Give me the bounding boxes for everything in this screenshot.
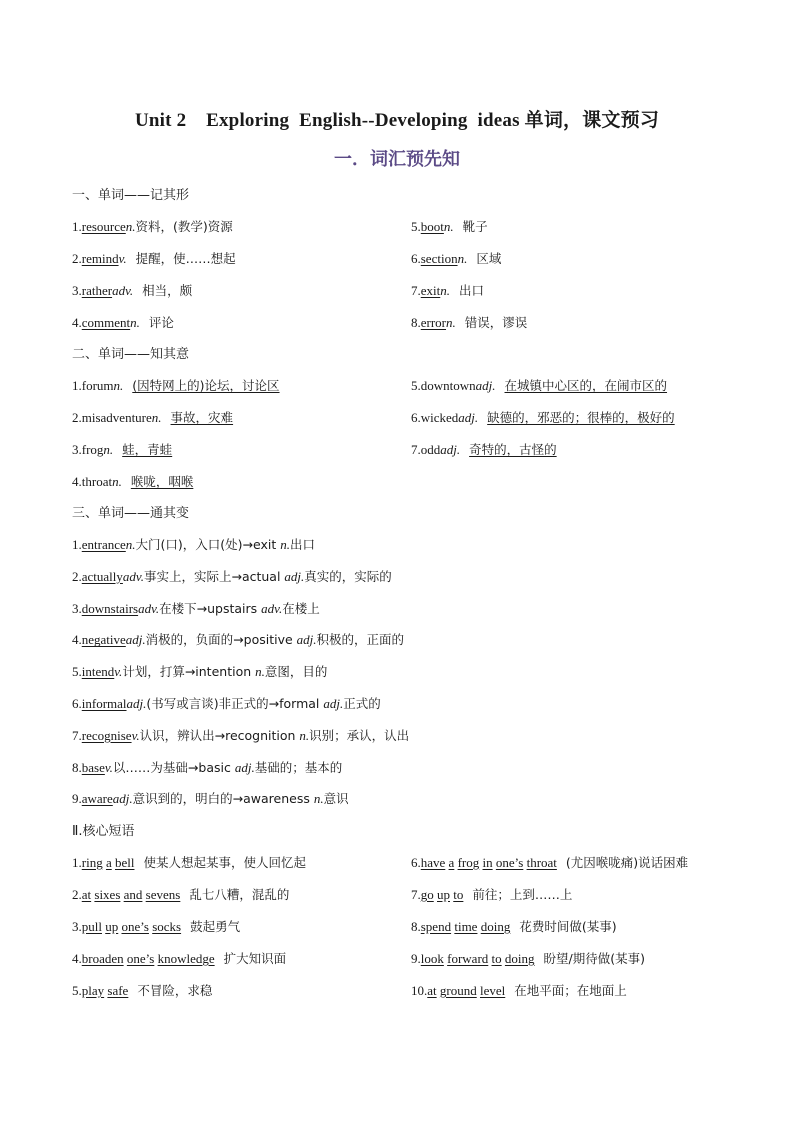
vocab-word: odd [420, 442, 441, 457]
phrase-word: sevens [145, 887, 181, 902]
derived-meaning: 识别；承认，认出 [309, 727, 410, 743]
phrase-item [411, 983, 627, 999]
vocab-word: entrance [81, 537, 126, 552]
phrase-word: one’s [126, 951, 155, 966]
item-number: 1. [72, 855, 82, 870]
item-number: 2. [72, 410, 82, 425]
vocab-item [72, 219, 233, 235]
vocab-word: informal [81, 696, 127, 711]
vocab-word: aware [81, 791, 113, 807]
vocab-meaning: 计划，打算→intention [122, 664, 256, 680]
item-number: 7. [411, 887, 421, 902]
item-number: 7. [411, 442, 421, 457]
item-number: 6. [411, 251, 421, 266]
word-family-item [72, 760, 342, 776]
part-of-speech: adv. [122, 568, 144, 584]
item-number: 4. [72, 951, 82, 966]
phrase-word: level [479, 983, 506, 998]
phrase-word: in [482, 855, 493, 870]
section-subtitle: 一．词汇预先知 [334, 149, 460, 170]
item-number: 2. [72, 887, 82, 902]
phrase-word: have [420, 855, 446, 870]
phrase-item [411, 855, 688, 871]
part-of-speech: adj. [125, 632, 146, 648]
vocab-meaning: 喉咙，咽喉 [130, 474, 194, 489]
phrase-word: forward [447, 951, 489, 966]
vocab-item [411, 442, 557, 458]
item-number: 9. [411, 951, 421, 966]
word-family-item [72, 791, 349, 807]
phrase-item [72, 983, 212, 999]
vocab-meaning: 蛙，青蛙 [122, 442, 173, 457]
item-number: 5. [72, 983, 82, 998]
phrase-word: bell [114, 855, 135, 870]
vocab-meaning: 评论 [148, 315, 174, 330]
item-number: 4. [72, 474, 82, 489]
vocab-item [411, 315, 527, 331]
word-family-item [72, 601, 320, 617]
vocab-word: recognise [81, 727, 132, 743]
part-of-speech: adv. [112, 283, 134, 298]
part-of-speech: adj. [440, 442, 461, 457]
phrase-word: a [448, 855, 455, 870]
word-family-item [72, 696, 381, 712]
section-heading [72, 823, 135, 840]
vocab-word: boot [420, 219, 444, 234]
vocab-word: downstairs [81, 600, 139, 616]
vocab-word: negative [81, 632, 126, 648]
phrase-meaning: 不冒险，求稳 [137, 983, 213, 998]
item-number: 6. [411, 855, 421, 870]
word-family-item [72, 728, 409, 744]
vocab-meaning: 事实上，实际上→actual [143, 568, 285, 584]
vocab-meaning: 提醒，使……想起 [135, 251, 236, 266]
item-number: 5. [411, 378, 421, 393]
vocab-word: exit [420, 283, 441, 298]
vocab-meaning: 以……为基础→basic [112, 759, 235, 775]
phrase-meaning: 在地平面；在地面上 [514, 983, 627, 998]
vocab-word: frog [81, 442, 104, 457]
phrase-word: at [81, 887, 92, 902]
phrase-word: socks [152, 919, 182, 934]
derived-meaning: 基础的；基本的 [254, 759, 343, 775]
item-number: 4. [72, 315, 82, 330]
word-family-item [72, 664, 327, 680]
part-of-speech: n. [103, 442, 114, 457]
section-heading [72, 505, 189, 522]
phrase-word: time [454, 919, 478, 934]
vocab-meaning: 出口 [459, 283, 485, 298]
item-number: 8. [72, 759, 82, 775]
derived-part-of-speech: adj. [234, 759, 255, 775]
item-number: 3. [72, 283, 82, 298]
vocab-item [72, 283, 192, 299]
phrase-word: ground [439, 983, 477, 998]
vocab-word: base [81, 759, 105, 775]
part-of-speech: v. [114, 664, 123, 680]
word-family-item [72, 632, 404, 648]
vocab-meaning: 资料，(教学)资源 [135, 219, 233, 234]
derived-meaning: 积极的，正面的 [316, 632, 405, 648]
phrase-word: up [105, 919, 119, 934]
page-title: Unit 2 Exploring English--Developing ideas 单词，课文预习 [134, 110, 660, 131]
vocab-item [72, 442, 172, 458]
vocab-item [411, 251, 501, 267]
part-of-speech: n. [457, 251, 468, 266]
derived-part-of-speech: adj. [323, 696, 344, 711]
phrase-meaning: 花费时间做(某事) [519, 919, 617, 934]
vocab-word: downtown [420, 378, 476, 393]
vocab-word: resource [81, 219, 126, 234]
vocab-meaning: 意识到的，明白的→awareness [132, 791, 314, 807]
vocab-word: forum [81, 378, 114, 393]
item-number: 1. [72, 537, 82, 552]
derived-part-of-speech: adv. [261, 600, 283, 616]
phrase-word: pull [81, 919, 102, 934]
item-number: 3. [72, 600, 82, 616]
vocab-item [72, 315, 174, 331]
item-number: 2. [72, 251, 82, 266]
vocab-item [72, 410, 233, 426]
vocab-word: intend [81, 664, 115, 680]
vocab-word: section [420, 251, 458, 266]
derived-meaning: 在楼上 [282, 600, 320, 616]
item-number: 8. [411, 919, 421, 934]
item-number: 3. [72, 442, 82, 457]
section-heading-text: 一、单词——记其形 [72, 188, 190, 203]
item-number: 7. [411, 283, 421, 298]
part-of-speech: n. [440, 283, 450, 298]
section-heading-text: 三、单词——通其变 [72, 506, 190, 521]
phrase-meaning: 使某人想起某事，使人回忆起 [143, 855, 306, 870]
item-number: 4. [72, 632, 82, 648]
phrase-word: up [437, 887, 450, 902]
vocab-meaning: 奇特的，古怪的 [469, 442, 557, 457]
phrase-word: knowledge [157, 951, 215, 966]
phrase-item [411, 951, 645, 967]
vocab-meaning: 区域 [476, 251, 502, 266]
vocab-item [411, 219, 488, 235]
phrase-word: one’s [495, 855, 524, 870]
derived-meaning: 正式的 [343, 696, 381, 711]
part-of-speech: n. [446, 315, 456, 330]
vocab-meaning: 缺德的，邪恶的；很棒的，极好的 [487, 410, 675, 425]
part-of-speech: v. [104, 759, 113, 775]
vocab-item [72, 378, 280, 394]
vocab-word: comment [81, 315, 131, 330]
phrase-word: play [81, 983, 105, 998]
phrase-word: to [491, 951, 502, 966]
part-of-speech: n. [125, 537, 136, 552]
phrase-word: ring [81, 855, 103, 870]
part-of-speech: adj. [112, 791, 133, 807]
item-number: 1. [72, 219, 82, 234]
vocab-item [72, 474, 193, 490]
part-of-speech: adj. [126, 696, 147, 711]
derived-part-of-speech: n. [299, 727, 310, 743]
part-of-speech: adj. [458, 410, 479, 425]
phrase-word: look [420, 951, 444, 966]
item-number: 7. [72, 727, 82, 743]
phrase-meaning: 扩大知识面 [223, 951, 287, 966]
item-number: 5. [411, 219, 421, 234]
phrase-word: and [123, 887, 143, 902]
part-of-speech: n. [113, 378, 124, 393]
item-number: 9. [72, 791, 82, 807]
derived-part-of-speech: n. [280, 537, 290, 552]
phrase-word: doing [504, 951, 535, 966]
phrase-word: to [453, 887, 464, 902]
phrase-word: at [427, 983, 437, 998]
vocab-item [72, 251, 236, 267]
vocab-word: throat [81, 474, 113, 489]
vocab-meaning: 在楼下→upstairs [159, 600, 262, 616]
phrase-word: throat [526, 855, 557, 870]
part-of-speech: n. [125, 219, 136, 234]
phrase-meaning: 乱七八糟，混乱的 [189, 887, 290, 902]
item-number: 5. [72, 664, 82, 680]
item-number: 3. [72, 919, 82, 934]
phrase-word: safe [107, 983, 129, 998]
vocab-word: wicked [420, 410, 459, 425]
item-number: 2. [72, 568, 82, 584]
vocab-item [411, 410, 675, 426]
item-number: 6. [411, 410, 421, 425]
section-heading [72, 187, 189, 204]
phrase-word: spend [420, 919, 452, 934]
word-family-item [72, 537, 315, 553]
phrase-item [411, 919, 617, 935]
part-of-speech: n. [151, 410, 162, 425]
derived-part-of-speech: adj. [296, 632, 317, 648]
vocab-meaning: (因特网上的)论坛，讨论区 [132, 378, 280, 393]
item-number: 1. [72, 378, 82, 393]
vocab-meaning: 错误，谬误 [464, 315, 528, 330]
derived-part-of-speech: adj. [284, 568, 305, 584]
vocab-word: misadventure [81, 410, 152, 425]
section-heading-text: 二、单词——知其意 [72, 347, 190, 362]
vocab-word: actually [81, 568, 123, 584]
vocab-word: error [420, 315, 447, 330]
part-of-speech: n. [443, 219, 454, 234]
item-number: 8. [411, 315, 421, 330]
derived-meaning: 意图，目的 [264, 664, 328, 680]
phrase-item [72, 887, 289, 903]
phrase-word: frog [457, 855, 480, 870]
vocab-meaning: 靴子 [462, 219, 488, 234]
phrase-item [72, 919, 240, 935]
part-of-speech: v. [118, 251, 127, 266]
phrase-meaning: 盼望/期待做(某事) [543, 951, 645, 966]
phrase-meaning: (尤因喉咙痛)说话困难 [565, 855, 689, 870]
phrase-word: a [105, 855, 112, 870]
part-of-speech: n. [130, 315, 140, 330]
derived-meaning: 意识 [323, 791, 349, 807]
section-heading [72, 346, 189, 363]
vocab-word: rather [81, 283, 113, 298]
phrase-meaning: 鼓起勇气 [190, 919, 241, 934]
phrase-word: one’s [121, 919, 149, 934]
phrase-item [411, 887, 572, 903]
phrase-word: go [420, 887, 434, 902]
derived-part-of-speech: n. [313, 791, 324, 807]
derived-part-of-speech: n. [255, 664, 265, 680]
vocab-meaning: 认识，辨认出→recognition [139, 727, 300, 743]
derived-meaning: 出口 [289, 537, 315, 552]
vocab-meaning: 事故，灾难 [170, 410, 234, 425]
item-number: 6. [72, 696, 82, 711]
phrase-word: sixes [94, 887, 121, 902]
vocab-item [411, 283, 484, 299]
phrase-meaning: 前往；上到……上 [472, 887, 573, 902]
phrase-word: broaden [81, 951, 124, 966]
part-of-speech: v. [131, 727, 140, 743]
word-family-item [72, 569, 392, 585]
vocab-item [411, 378, 667, 394]
vocab-meaning: 消极的，负面的→positive [145, 632, 297, 648]
phrase-word: doing [480, 919, 511, 934]
vocab-word: remind [81, 251, 119, 266]
phrase-item [72, 855, 306, 871]
vocab-meaning: 相当，颇 [142, 283, 193, 298]
vocab-meaning: (书写或言谈)非正式的→formal [146, 696, 324, 711]
part-of-speech: n. [112, 474, 122, 489]
section-heading-text: Ⅱ.核心短语 [72, 824, 135, 839]
vocab-meaning: 在城镇中心区的，在闹市区的 [504, 378, 668, 393]
part-of-speech: adj. [475, 378, 496, 393]
phrase-item [72, 951, 286, 967]
vocab-meaning: 大门(口)，入口(处)→exit [135, 537, 281, 552]
part-of-speech: adv. [138, 600, 160, 616]
derived-meaning: 真实的，实际的 [304, 568, 392, 584]
item-number: 10. [411, 983, 428, 998]
